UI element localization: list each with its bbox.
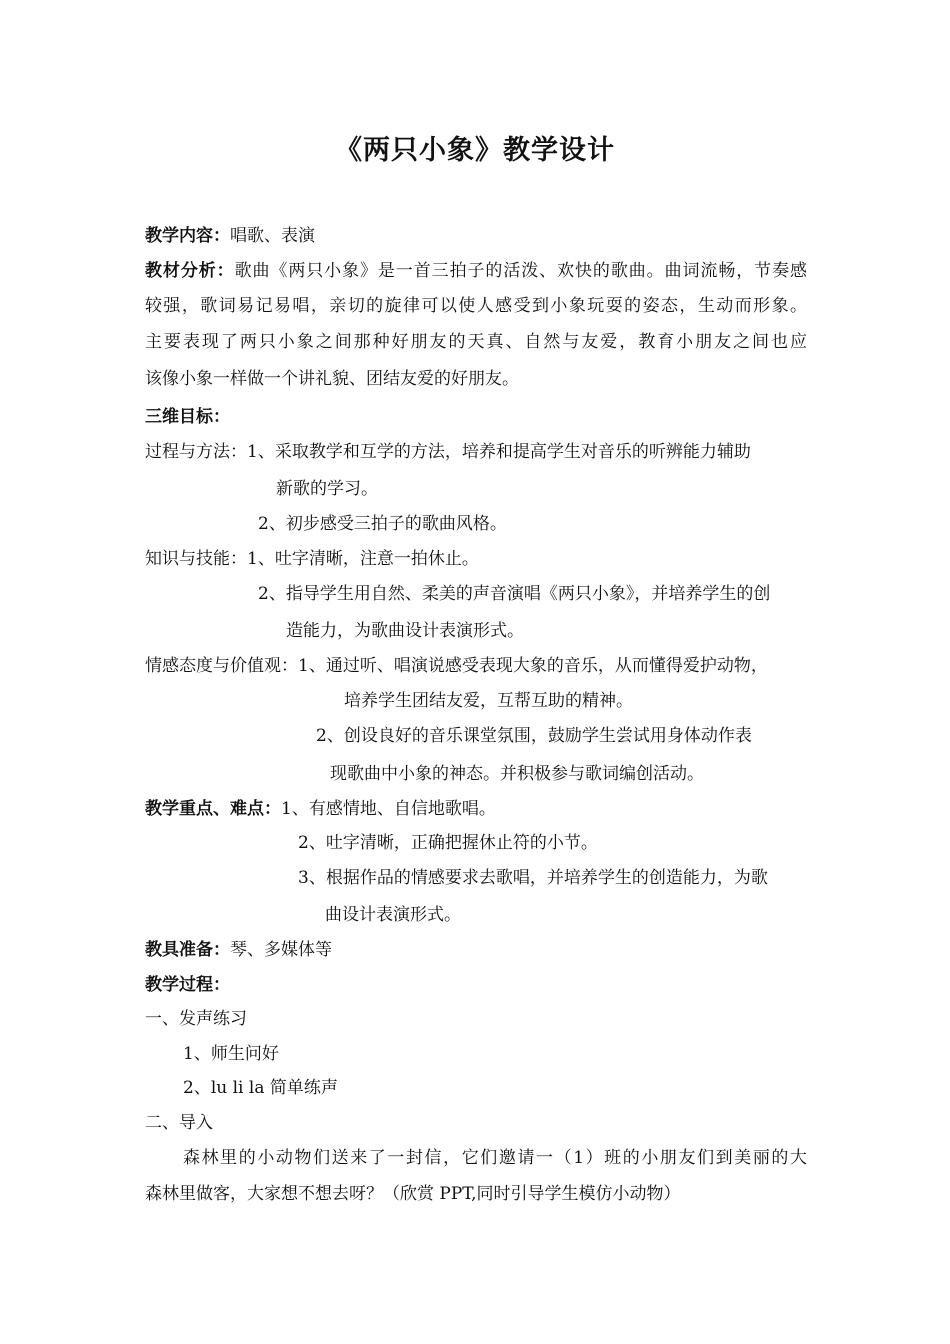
emotion-value-row: [145, 654, 768, 678]
analysis-line-1: [145, 259, 807, 283]
emotion-value-item-1: 1、通过听、唱演说感受表现大象的音乐，从而懂得爱护动物，: [298, 656, 768, 676]
section-1-item-2: 2、lu li la 简单练声: [183, 1078, 338, 1098]
analysis-line-2: 较强，歌词易记易唱，亲切的旋律可以使人感受到小象玩耍的姿态，生动而形象。: [145, 296, 807, 316]
key-points-item-3-cont: 曲设计表演形式。: [325, 905, 461, 925]
process-method-item-1: 1、采取教学和互学的方法，培养和提高学生对音乐的听辨能力辅助: [247, 442, 751, 462]
emotion-value-item-2-cont: 现歌曲中小象的神态。并积极参与歌词编创活动。: [330, 764, 704, 784]
process-heading: 教学过程：: [145, 975, 230, 995]
key-points-row: [145, 797, 496, 821]
knowledge-skill-row: [145, 547, 479, 571]
emotion-value-item-2: 2、创设良好的音乐课堂氛围，鼓励学生尝试用身体动作表: [316, 726, 752, 746]
key-points-item-2: 2、吐字清晰，正确把握休止符的小节。: [298, 833, 598, 853]
section-1-heading: 一、发声练习: [145, 1009, 247, 1029]
emotion-value-item-1-cont: 培养学生团结友爱，互帮互助的精神。: [344, 691, 633, 711]
knowledge-skill-item-1: 1、吐字清晰，注意一拍休止。: [247, 549, 479, 569]
teaching-content-row: [145, 224, 315, 248]
analysis-label: 教材分析：: [145, 261, 235, 281]
knowledge-skill-item-2-cont: 造能力，为歌曲设计表演形式。: [286, 621, 524, 641]
section-2-paragraph-line-2: 森林里做客，大家想不想去呀？（欣赏 PPT,同时引导学生模仿小动物）: [145, 1184, 681, 1204]
teaching-content-text: 唱歌、表演: [230, 226, 315, 246]
section-1-item-1: 1、师生问好: [183, 1044, 279, 1064]
analysis-line-4: 该像小象一样做一个讲礼貌、团结友爱的好朋友。: [145, 369, 519, 389]
key-points-item-3: 3、根据作品的情感要求去歌唱，并培养学生的创造能力，为歌: [298, 868, 768, 888]
tools-text: 琴、多媒体等: [230, 940, 332, 960]
emotion-value-label: 情感态度与价值观：: [145, 656, 298, 676]
process-method-label: 过程与方法：: [145, 442, 247, 462]
goals-heading: 三维目标：: [145, 407, 230, 427]
process-method-item-1-cont: 新歌的学习。: [276, 479, 378, 499]
knowledge-skill-item-2: 2、指导学生用自然、柔美的声音演唱《两只小象》，并培养学生的创: [258, 584, 771, 604]
teaching-content-label: 教学内容：: [145, 226, 230, 246]
tools-row: [145, 938, 332, 962]
key-points-label: 教学重点、难点：: [145, 799, 281, 819]
knowledge-skill-label: 知识与技能：: [145, 549, 247, 569]
section-2-heading: 二、导入: [145, 1113, 213, 1133]
process-method-item-2: 2、初步感受三拍子的歌曲风格。: [258, 514, 507, 534]
section-2-paragraph-line-1: 森林里的小动物们送来了一封信，它们邀请一（1）班的小朋友们到美丽的大: [183, 1148, 807, 1168]
analysis-line-3: 主要表现了两只小象之间那种好朋友的天真、自然与友爱，教育小朋友之间也应: [145, 332, 807, 352]
tools-label: 教具准备：: [145, 940, 230, 960]
analysis-text-1: 歌曲《两只小象》是一首三拍子的活泼、欢快的歌曲。曲词流畅，节奏感: [234, 261, 807, 281]
document-title: 《两只小象》教学设计: [335, 135, 615, 166]
process-method-row: [145, 440, 751, 464]
key-points-item-1: 1、有感情地、自信地歌唱。: [281, 799, 496, 819]
